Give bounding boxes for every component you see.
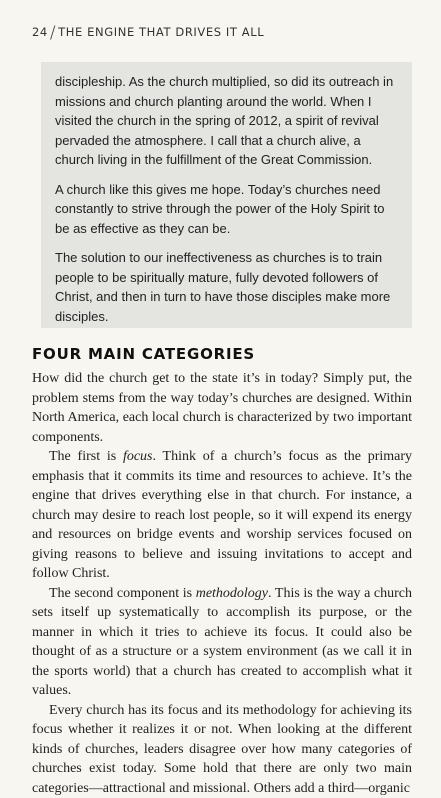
text-run: The second component is — [49, 586, 196, 601]
text-run: . Think of a church’s focus as the primary emphasis that it commits its time and resources to achieve. It’s the engine that drives everything else in that church. For instance, a church may desire to reach lost people, so it will expend its energy and resources on bridge events and worship services focused on giving reasons to believe and issuing invitations to accept and follow Christ. — [32, 449, 412, 581]
body-text — [32, 369, 412, 798]
body-paragraph — [32, 447, 412, 584]
callout-box — [41, 62, 412, 328]
body-paragraph — [32, 584, 412, 701]
running-header — [32, 21, 264, 41]
emphasis-focus: focus — [123, 449, 153, 464]
text-run: . This is the way a church sets itself up systematically to accomplish its purpose, or the manner in which it tries to achieve its focus. It could also be thought of as a structure or a system environment (as we call it in the sports world) that a church has created to accomplish what it values. — [32, 586, 412, 699]
callout-paragraph: discipleship. As the church multiplied, so did its outreach in missions and church planting around the world. When I visited the church in the spring of 2012, a spirit of revival pervaded the atmosphere. I call that a church alive, a church living in the fulfillment of the Great Commission. — [55, 72, 398, 170]
text-run: The first is — [49, 449, 123, 464]
page-number: 24 — [32, 25, 48, 39]
body-paragraph: How did the church get to the state it’s in today? Simply put, the problem stems from the way today’s churches are designed. Within North America, each local church is characterized by two important components. — [32, 369, 412, 447]
callout-paragraph: The solution to our ineffectiveness as churches is to train people to be spiritually mature, fully devoted followers of Christ, and then in turn to have those disciples make more disciples. — [55, 248, 398, 326]
section-heading: FOUR MAIN CATEGORIES — [32, 345, 255, 363]
body-paragraph: Every church has its focus and its methodology for achieving its focus whether it realizes it or not. When looking at the different kinds of churches, leaders disagree over how many categories of churches exist today. Some hold that there are only two main categories—attractional and missional. Others add a third—organic — [32, 701, 412, 798]
running-title: THE ENGINE THAT DRIVES IT ALL — [58, 25, 264, 39]
header-separator: / — [50, 23, 56, 43]
callout-paragraph: A church like this gives me hope. Today’s churches need constantly to strive through the power of the Holy Spirit to be as effective as they can be. — [55, 180, 398, 239]
emphasis-methodology: methodology — [196, 586, 268, 601]
